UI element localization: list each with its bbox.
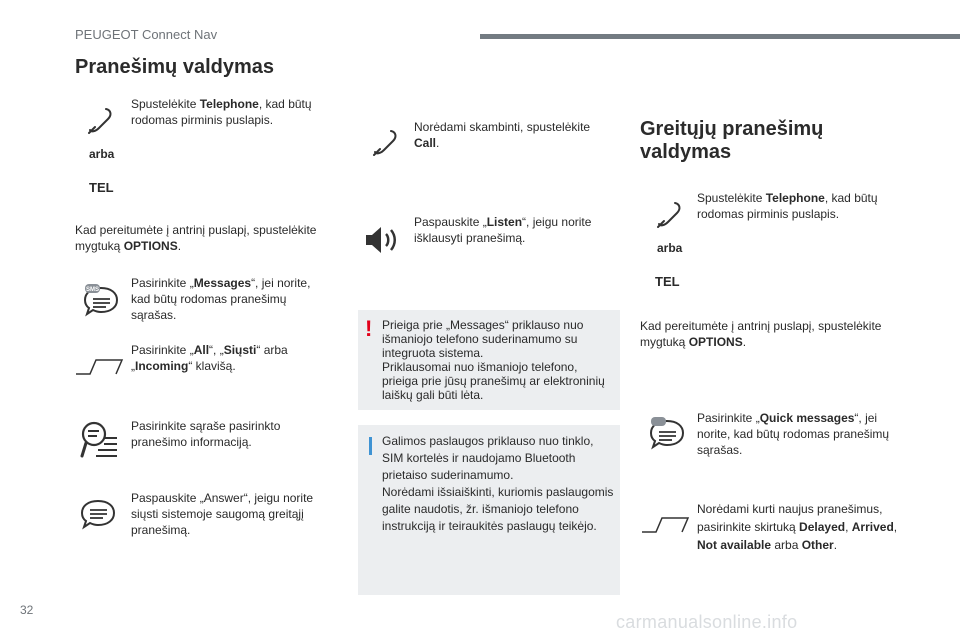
details-list-icon (80, 420, 120, 465)
phone-handset-icon (371, 128, 399, 163)
section-title-quick-messages: Greitųjų pranešimų valdymas (640, 118, 824, 163)
page-number: 32 (20, 603, 34, 617)
step-telephone-text-2: Spustelėkite Telephone, kad būtų rodomas pirminis puslapis. (697, 191, 878, 221)
step-messages-text: Pasirinkite „Messages“, jei norite, kad būtų rodomas pranešimų sąrašas. (131, 276, 311, 322)
options-instruction: Kad pereitumėte į antrinį puslapį, spustelėkite mygtuką OPTIONS. (75, 223, 317, 253)
or-label: arba (89, 147, 115, 161)
info-note-text: Galimos paslaugos priklauso nuo tinklo, SIM kortelės ir naudojamo Bluetooth prietaiso suderinamumo. Norėdami išsiaiškinti, kuriomis paslaugomis galite naudotis, žr. išmaniojo telefono instrukciją ir teiraukitės paslaugų teikėjo. (382, 434, 614, 533)
watermark: carmanualsonline.info (616, 612, 798, 632)
step-all-text: Pasirinkite „All“, „Siųsti“ arba „Incoming“ klavišą. (131, 343, 288, 373)
tel-key-label: TEL (89, 180, 114, 195)
step-telephone-text: Spustelėkite Telephone, kad būtų rodomas pirminis puslapis. (131, 97, 312, 127)
quick-message-bubble-icon (648, 416, 686, 455)
chat-bubble-icon (79, 498, 117, 535)
sms-bubble-icon (82, 283, 120, 322)
info-bar-icon (369, 437, 372, 455)
step-answer-text: Paspauskite „Answer“, jeigu norite siųsti sistemoje saugomą greitąjį pranešimą. (131, 491, 314, 537)
speaker-icon (364, 225, 400, 260)
warning-exclamation-icon: ! (365, 316, 373, 341)
tel-key-label-2: TEL (655, 274, 680, 289)
phone-handset-icon (655, 200, 683, 235)
warning-note-box (358, 310, 620, 410)
tab-shape-icon (76, 357, 124, 382)
step-quick-messages-text: Pasirinkite „Quick messages“, jei norite, kad būtų rodomas pranešimų sąrašas. (697, 411, 890, 457)
step-new-messages-text: Norėdami kurti naujus pranešimus, pasirinkite skirtuką Delayed, Arrived, Not available arba Other. (697, 502, 898, 552)
warning-note-text: Prieiga prie „Messages“ priklauso nuo išmaniojo telefono suderinamumo su integruota sistema. Priklausomai nuo išmaniojo telefono, prieiga prie jūsų pranešimų ar elektroninių laiškų gali būti lėta. (382, 318, 605, 402)
step-call-text: Norėdami skambinti, spustelėkite Call. (414, 120, 591, 150)
step-select-text: Pasirinkite sąraše pasirinkto pranešimo informaciją. (131, 419, 281, 449)
or-label-2: arba (657, 241, 683, 255)
section-title-messages: Pranešimų valdymas (75, 56, 274, 78)
tab-shape-icon (642, 515, 690, 540)
svg-text:SMS: SMS (85, 287, 100, 293)
header-rule (480, 34, 960, 39)
document-header: PEUGEOT Connect Nav (75, 27, 218, 42)
step-listen-text: Paspauskite „Listen“, jeigu norite išklausyti pranešimą. (414, 215, 592, 245)
options-instruction-2: Kad pereitumėte į antrinį puslapį, spustelėkite mygtuką OPTIONS. (640, 319, 882, 349)
phone-handset-icon (86, 106, 114, 141)
info-note-box (358, 425, 620, 595)
